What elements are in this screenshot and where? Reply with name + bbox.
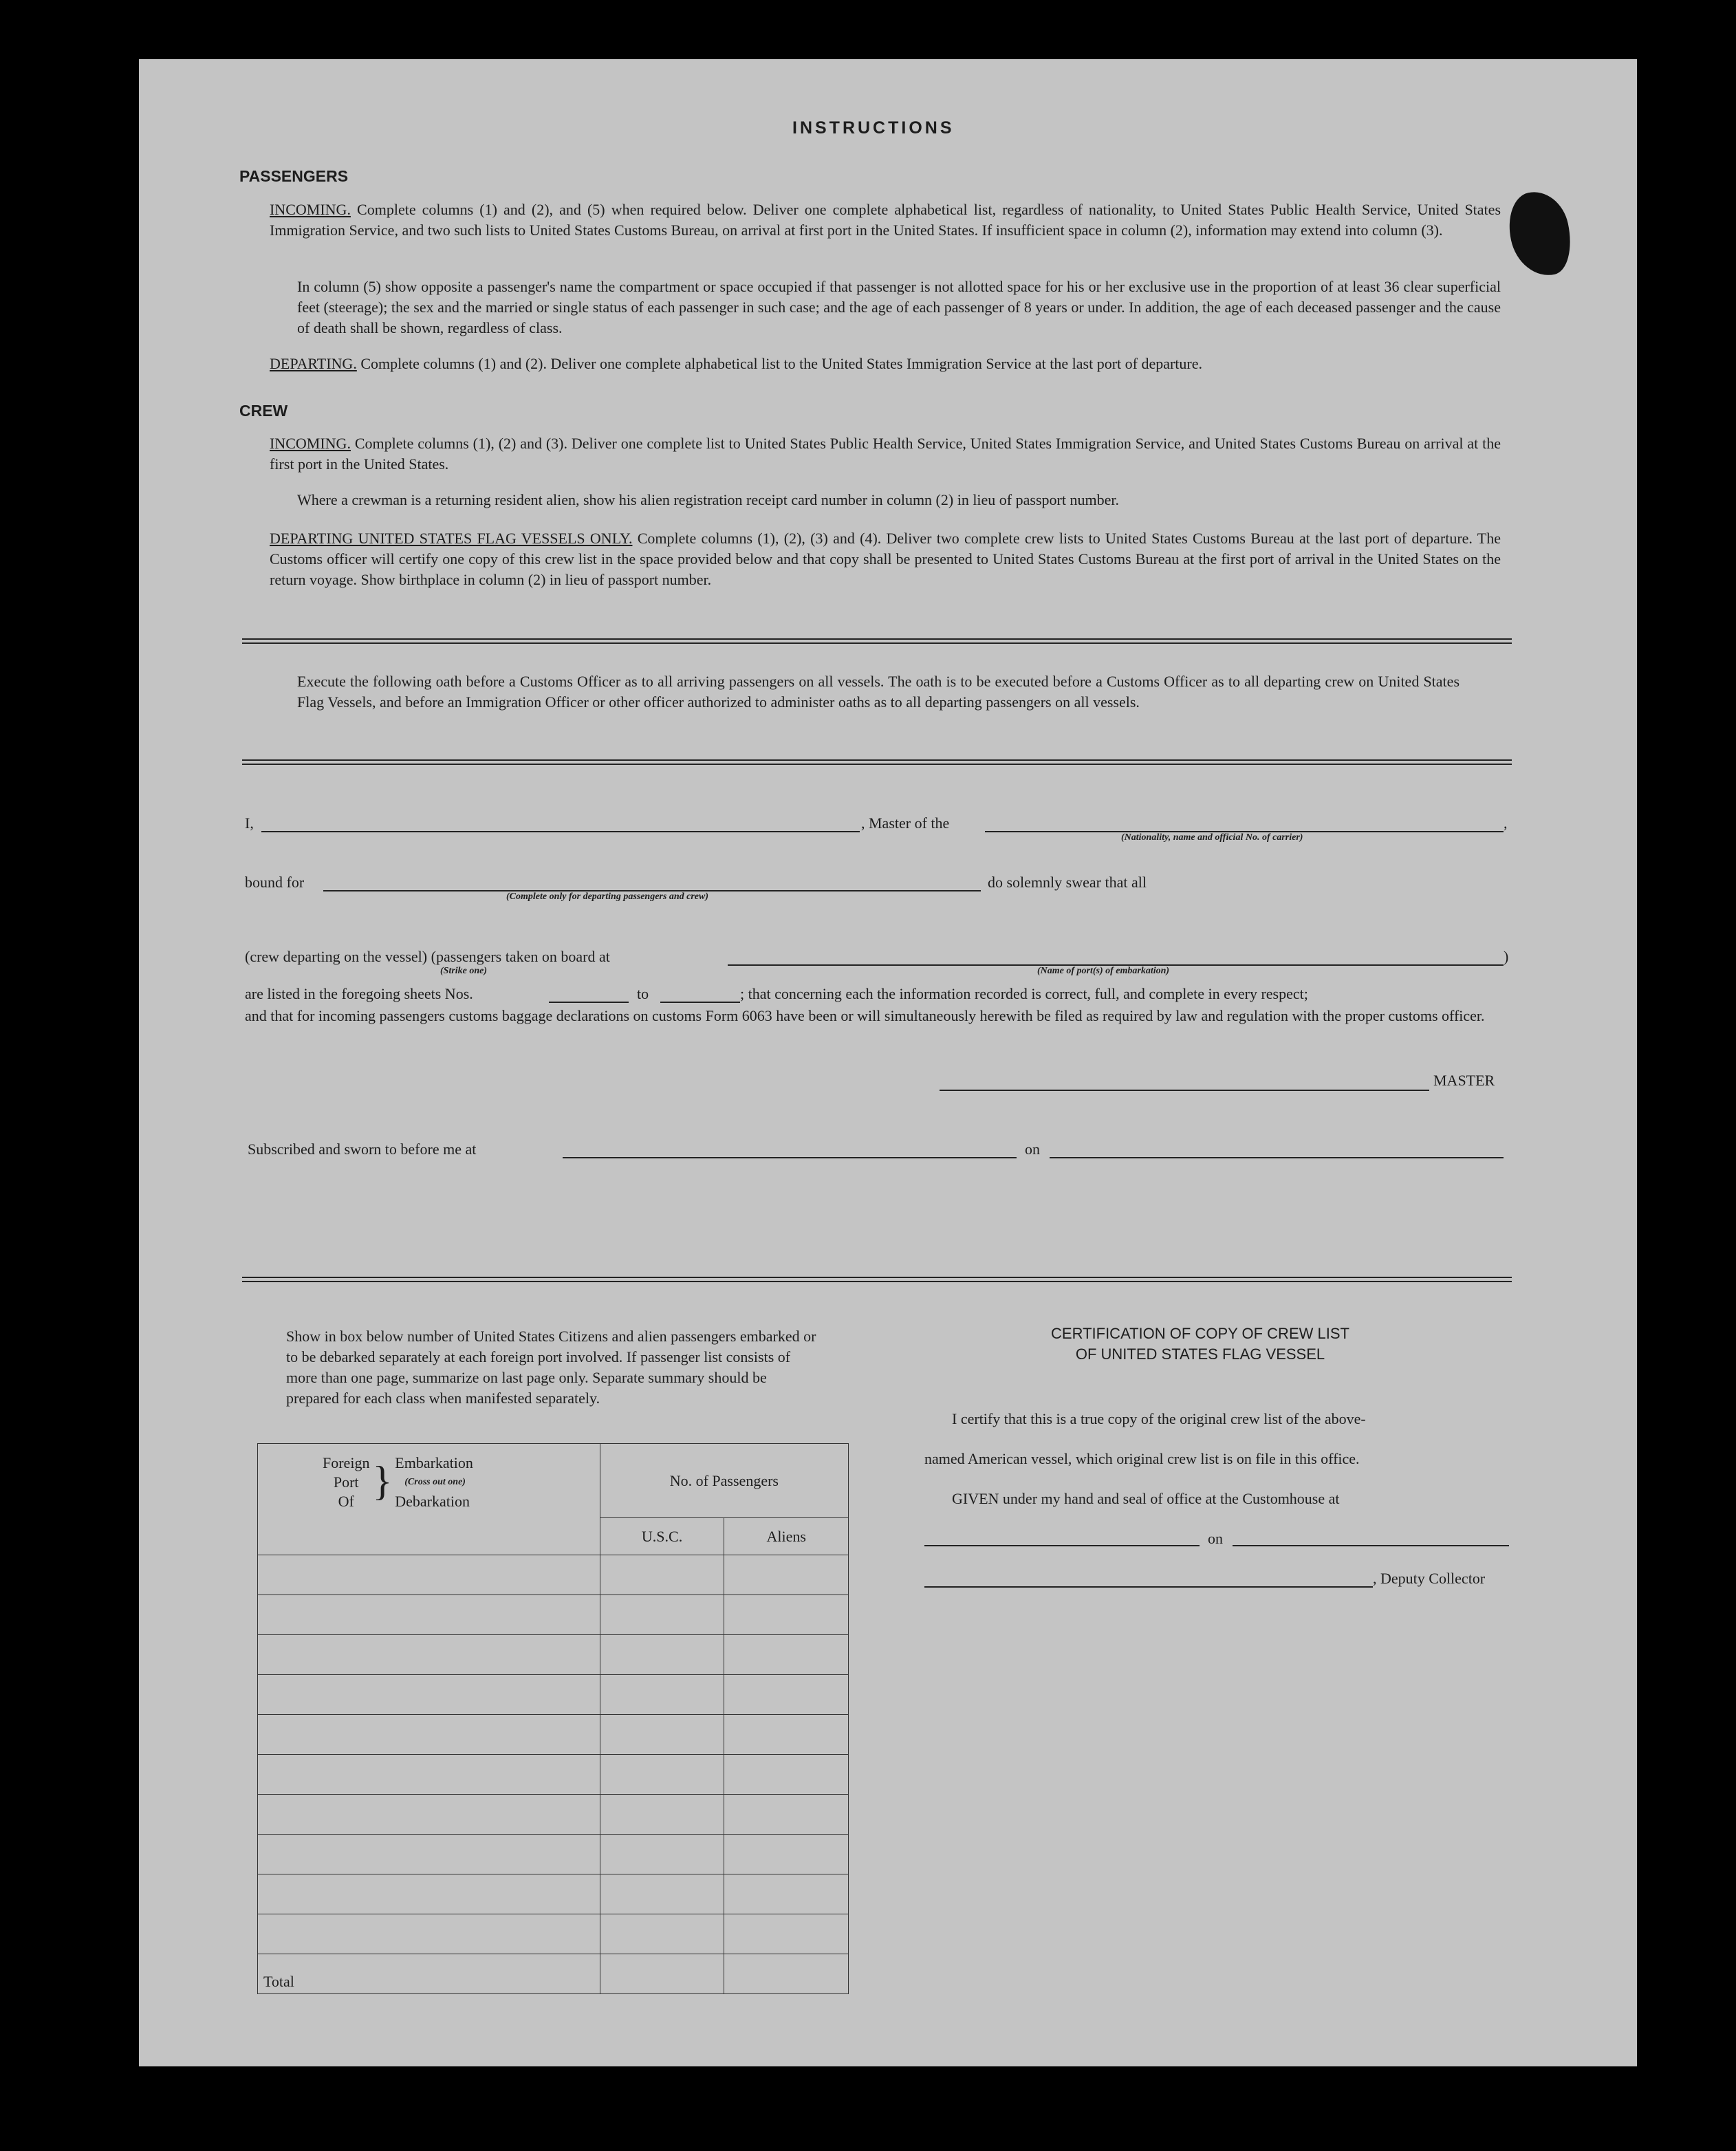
strike-one-caption: (Strike one)	[440, 966, 488, 976]
usc-cell[interactable]	[600, 1555, 724, 1595]
summary-row	[258, 1874, 849, 1914]
usc-cell[interactable]	[600, 1795, 724, 1835]
aliens-cell[interactable]	[724, 1835, 849, 1874]
summary-row	[258, 1555, 849, 1595]
sheet-to-field[interactable]	[660, 1002, 740, 1003]
oath-listed-to-label: to	[637, 985, 649, 1002]
certification-title-line2: OF UNITED STATES FLAG VESSEL	[1075, 1345, 1325, 1363]
master-name-field[interactable]	[261, 831, 860, 832]
embarkation-label: Embarkation	[395, 1454, 473, 1471]
passengers-column5-text: In column (5) show opposite a passenger's name the compartment or space occupied if that passenger is not allotted space for his or her exclusive use in the proportion of at least 36 clear superficial feet (steerage); the sex and the married or single status of each passenger in such case; and the age of each passenger of 8 years or under. In addition, the age of each deceased passenger and the cause of death shall be shown, regardless of class.	[297, 278, 1501, 336]
summary-divider	[242, 1277, 1512, 1282]
port-cell[interactable]	[258, 1914, 600, 1954]
master-label: MASTER	[1433, 1072, 1495, 1089]
passengers-departing-label: DEPARTING.	[270, 355, 357, 372]
summary-instruction-text: Show in box below number of United States Citizens and alien passengers embarked or to be debarked separately at each foreign port involved. If passenger list consists of more than one page, summarize on last page only. Separate summary should be prepared for each class when manifested separately.	[286, 1328, 816, 1407]
passengers-heading: PASSENGERS	[239, 167, 349, 185]
crew-incoming-block	[270, 433, 1501, 475]
total-usc-cell[interactable]	[600, 1954, 724, 1994]
summary-row	[258, 1755, 849, 1795]
summary-row	[258, 1635, 849, 1675]
cross-out-caption: (Cross out one)	[404, 1477, 466, 1487]
usc-cell[interactable]	[600, 1835, 724, 1874]
aliens-cell[interactable]	[724, 1914, 849, 1954]
sworn-place-field[interactable]	[563, 1157, 1017, 1158]
aliens-cell[interactable]	[724, 1675, 849, 1715]
aliens-cell[interactable]	[724, 1874, 849, 1914]
sheet-from-field[interactable]	[549, 1002, 629, 1003]
oath-comma: ,	[1504, 814, 1508, 832]
oath-divider	[242, 759, 1512, 765]
crew-resident-alien-text: Where a crewman is a returning resident alien, show his alien registration receipt card number in column (2) in lieu of passport number.	[297, 491, 1119, 508]
passenger-summary-table	[257, 1443, 849, 1994]
certification-title-line1: CERTIFICATION OF COPY OF CREW LIST	[1051, 1325, 1349, 1342]
summary-row	[258, 1595, 849, 1635]
oath-i-label: I,	[245, 814, 254, 832]
crew-departing-text: Complete columns (1), (2), (3) and (4). Deliver two complete crew lists to United States Customs Bureau at the last port of departure. The Customs officer will certify one copy of this crew list in the space provided below and that copy shall be presented to United States Customs Bureau at the first port of arrival in the United States on the return voyage. Show birthplace in column (2) in lieu of passport number.	[270, 530, 1501, 588]
given-text: GIVEN under my hand and seal of office at the Customhouse at	[952, 1490, 1340, 1507]
embark-debark-label	[395, 1453, 473, 1511]
summary-row	[258, 1914, 849, 1954]
usc-cell[interactable]	[600, 1595, 724, 1635]
certification-title	[949, 1323, 1451, 1365]
summary-row	[258, 1675, 849, 1715]
certify-text-line1: I certify that this is a true copy of the original crew list of the above-	[952, 1410, 1366, 1427]
usc-cell[interactable]	[600, 1635, 724, 1675]
total-label: Total	[258, 1954, 600, 1994]
aliens-cell[interactable]	[724, 1755, 849, 1795]
usc-cell[interactable]	[600, 1675, 724, 1715]
passengers-incoming-text: Complete columns (1) and (2), and (5) when required below. Deliver one complete alphabetical list, regardless of nationality, to United States Public Health Service, United States Immigration Service, and two such lists to United States Customs Bureau, on arrival at first port in the United States. If insufficient space in column (2), information may extend into column (3).	[270, 201, 1501, 239]
port-cell[interactable]	[258, 1874, 600, 1914]
aliens-cell[interactable]	[724, 1795, 849, 1835]
crew-departing-label: DEPARTING UNITED STATES FLAG VESSELS ONLY.	[270, 530, 633, 547]
aliens-cell[interactable]	[724, 1715, 849, 1755]
complete-only-caption: (Complete only for departing passengers and crew)	[506, 891, 708, 902]
passengers-incoming-label: INCOMING.	[270, 201, 351, 218]
summary-row	[258, 1835, 849, 1874]
customhouse-place-field[interactable]	[924, 1545, 1200, 1546]
subscribed-label: Subscribed and sworn to before me at	[248, 1141, 477, 1158]
port-cell[interactable]	[258, 1635, 600, 1675]
summary-row	[258, 1715, 849, 1755]
usc-cell[interactable]	[600, 1914, 724, 1954]
summary-total-row	[258, 1954, 849, 1994]
passengers-departing-block	[270, 354, 1501, 374]
oath-listed-text: ; that concerning each the information recorded is correct, full, and complete in every respect;	[740, 985, 1308, 1002]
oath-close-paren: )	[1504, 948, 1509, 965]
aliens-header: Aliens	[724, 1518, 849, 1555]
crew-heading: CREW	[239, 402, 288, 420]
port-cell[interactable]	[258, 1555, 600, 1595]
port-cell[interactable]	[258, 1795, 600, 1835]
passengers-count-header: No. of Passengers	[600, 1444, 848, 1518]
oath-baggage-text: and that for incoming passengers customs baggage declarations on customs Form 6063 have been or will simultaneously herewith be filed as required by law and regulation with the proper customs officer.	[245, 1007, 1485, 1024]
port-cell[interactable]	[258, 1595, 600, 1635]
total-aliens-cell[interactable]	[724, 1954, 849, 1994]
summary-row	[258, 1795, 849, 1835]
aliens-cell[interactable]	[724, 1555, 849, 1595]
sworn-date-field[interactable]	[1050, 1157, 1504, 1158]
oath-bound-for-label: bound for	[245, 874, 305, 891]
usc-cell[interactable]	[600, 1755, 724, 1795]
port-cell[interactable]	[258, 1835, 600, 1874]
deputy-collector-label: , Deputy Collector	[1373, 1570, 1486, 1587]
port-header-of: Of	[338, 1493, 354, 1510]
oath-listed-label: are listed in the foregoing sheets Nos.	[245, 985, 473, 1002]
ports-caption: (Name of port(s) of embarkation)	[1037, 966, 1170, 976]
master-signature-field[interactable]	[940, 1090, 1429, 1091]
crew-incoming-label: INCOMING.	[270, 435, 351, 452]
usc-cell[interactable]	[600, 1715, 724, 1755]
deputy-collector-signature-field[interactable]	[924, 1586, 1373, 1588]
crew-incoming-text: Complete columns (1), (2) and (3). Deliver one complete list to United States Public Health Service, United States Immigration Service, and United States Customs Bureau on arrival at the first port in the United States.	[270, 435, 1501, 473]
oath-master-of-label: , Master of the	[861, 814, 950, 832]
certify-text-line2: named American vessel, which original crew list is on file in this office.	[924, 1450, 1360, 1467]
passengers-departing-text: Complete columns (1) and (2). Deliver one complete alphabetical list to the United States Immigration Service at the last port of departure.	[360, 355, 1203, 372]
nationality-caption: (Nationality, name and official No. of carrier)	[1121, 832, 1303, 843]
crew-departing-block	[270, 528, 1501, 590]
aliens-cell[interactable]	[724, 1595, 849, 1635]
usc-cell[interactable]	[600, 1874, 724, 1914]
port-cell[interactable]	[258, 1675, 600, 1715]
section-divider	[242, 638, 1512, 644]
aliens-cell[interactable]	[724, 1635, 849, 1675]
port-header	[263, 1453, 594, 1511]
certify-date-field[interactable]	[1233, 1545, 1509, 1546]
port-cell[interactable]	[258, 1755, 600, 1795]
oath-crew-departing-label: (crew departing on the vessel) (passengers taken on board at	[245, 948, 610, 965]
usc-header: U.S.C.	[600, 1518, 724, 1555]
port-cell[interactable]	[258, 1715, 600, 1755]
port-header-foreign: Foreign	[323, 1454, 370, 1471]
subscribed-on-label: on	[1025, 1141, 1040, 1158]
certify-on-label: on	[1208, 1530, 1223, 1547]
port-header-label	[323, 1453, 369, 1511]
summary-header-row	[258, 1444, 849, 1518]
oath-solemnly-swear-label: do solemnly swear that all	[988, 874, 1147, 891]
page-title: INSTRUCTIONS	[792, 118, 955, 138]
brace-icon: }	[372, 1458, 393, 1504]
port-header-port: Port	[333, 1473, 359, 1491]
port-header-cell	[258, 1444, 600, 1555]
passengers-incoming-block	[270, 199, 1501, 241]
oath-instruction-text: Execute the following oath before a Customs Officer as to all arriving passengers on all vessels. The oath is to be executed before a Customs Officer as to all departing crew on United States Flag Vessels, and before an Immigration Officer or other officer authorized to administer oaths as to all departing passengers on all vessels.	[297, 673, 1460, 711]
debarkation-label: Debarkation	[395, 1493, 470, 1510]
